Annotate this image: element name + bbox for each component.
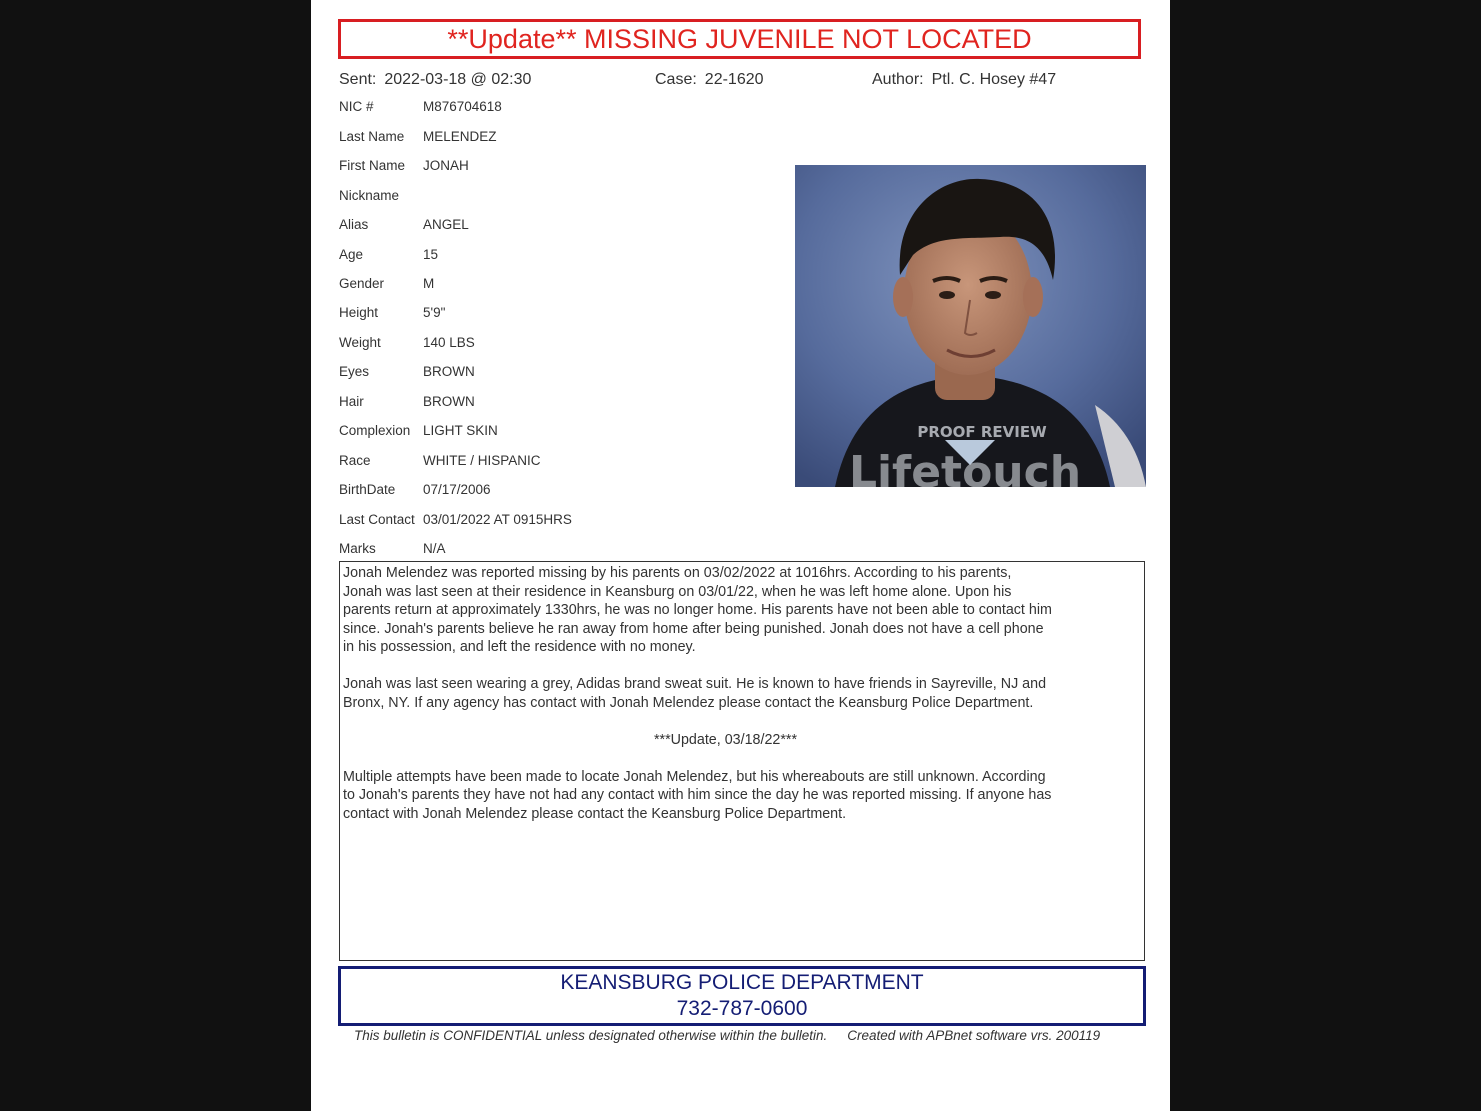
confidential-notice: This bulletin is CONFIDENTIAL unless designated otherwise within the bulletin. <box>354 1028 828 1043</box>
field-value: WHITE / HISPANIC <box>423 453 541 468</box>
department-phone: 732-787-0600 <box>676 997 808 1020</box>
field-height <box>339 303 445 323</box>
sent-value: 2022-03-18 @ 02:30 <box>384 71 532 88</box>
bulletin-headline: **Update** MISSING JUVENILE NOT LOCATED <box>338 19 1141 59</box>
field-value: 03/01/2022 AT 0915HRS <box>423 512 572 527</box>
field-marks <box>339 539 446 559</box>
field-eyes <box>339 362 475 382</box>
narrative-line: Jonah Melendez was reported missing by his parents on 03/02/2022 at 1016hrs. According to his parents, <box>343 565 1012 581</box>
field-label: Hair <box>339 394 364 409</box>
field-label: Alias <box>339 217 369 232</box>
field-label: Race <box>339 453 371 468</box>
case-value: 22-1620 <box>704 71 764 88</box>
narrative-line: in his possession, and left the residence with no money. <box>343 639 696 655</box>
field-label: Height <box>339 305 379 320</box>
subject-photo <box>795 165 1146 487</box>
field-hair <box>339 392 475 412</box>
field-label: Weight <box>339 335 381 350</box>
field-gender <box>339 274 434 294</box>
field-value: 5'9" <box>423 305 446 320</box>
update-heading: ***Update, 03/18/22*** <box>653 731 798 748</box>
department-box <box>338 966 1146 1026</box>
field-weight <box>339 333 475 353</box>
narrative-line: Bronx, NY. If any agency has contact with Jonah Melendez please contact the Keansburg Police Department. <box>343 694 1034 711</box>
narrative-line: Multiple attempts have been made to locate Jonah Melendez, but his whereabouts are still unknown. According <box>343 768 1046 785</box>
field-label: First Name <box>339 158 406 173</box>
field-birthdate <box>339 480 491 500</box>
field-race <box>339 451 541 471</box>
field-value: M876704618 <box>423 99 502 114</box>
sent-info <box>339 71 531 89</box>
field-label: Last Contact <box>339 512 415 527</box>
field-last-contact <box>339 510 572 530</box>
field-alias <box>339 215 469 235</box>
field-label: NIC # <box>339 99 374 114</box>
department-name: KEANSBURG POLICE DEPARTMENT <box>560 971 924 994</box>
field-label: Gender <box>339 276 385 291</box>
field-value: MELENDEZ <box>423 129 497 144</box>
field-label: Complexion <box>339 423 411 438</box>
field-value: M <box>423 276 435 291</box>
author-label: Author: <box>872 71 924 88</box>
field-label: BirthDate <box>339 482 396 497</box>
field-value: 15 <box>423 247 439 262</box>
field-complexion <box>339 421 498 441</box>
left-eye <box>939 291 955 299</box>
field-value: JONAH <box>423 158 469 173</box>
narrative-line: contact with Jonah Melendez please contact the Keansburg Police Department. <box>343 805 847 822</box>
field-label: Marks <box>339 541 376 556</box>
bulletin-footer <box>354 1028 1100 1043</box>
right-ear <box>1023 277 1043 317</box>
field-label: Eyes <box>339 364 370 379</box>
field-value: LIGHT SKIN <box>423 423 498 438</box>
narrative-line: to Jonah's parents they have not had any contact with him since the day he was reported missing. If anyone has <box>343 787 1052 803</box>
field-label: Last Name <box>339 129 405 144</box>
field-label: Nickname <box>339 188 400 203</box>
narrative-line: Jonah was last seen wearing a grey, Adidas brand sweat suit. He is known to have friends in Sayreville, NJ and <box>343 676 1047 692</box>
left-ear <box>893 277 913 317</box>
narrative-line: parents return at approximately 1330hrs, he was no longer home. His parents have not been able to contact him <box>343 602 1052 618</box>
narrative-line: Jonah was last seen at their residence in Keansburg on 03/01/22, when he was left home alone. Upon his <box>343 583 1012 600</box>
field-age <box>339 245 438 265</box>
field-value: 07/17/2006 <box>423 482 491 497</box>
case-label: Case: <box>655 71 697 88</box>
field-value: 140 LBS <box>423 335 475 350</box>
field-value: ANGEL <box>423 217 469 232</box>
bulletin-page <box>311 0 1170 1111</box>
field-last-name <box>339 127 497 147</box>
field-value: BROWN <box>423 394 475 409</box>
proof-review-watermark: PROOF REVIEW <box>917 423 1047 441</box>
field-value: BROWN <box>423 364 475 379</box>
field-nic <box>339 97 502 117</box>
right-eye <box>985 291 1001 299</box>
narrative-line: since. Jonah's parents believe he ran away from home after being punished. Jonah does not have a cell phone <box>343 620 1044 637</box>
author-info <box>872 71 1056 89</box>
field-nickname <box>339 186 423 206</box>
field-first-name <box>339 156 469 176</box>
software-credit: Created with APBnet software vrs. 200119 <box>847 1028 1101 1043</box>
sent-label: Sent: <box>339 71 377 88</box>
field-value: N/A <box>423 541 446 556</box>
case-info <box>655 71 764 89</box>
portrait-illustration <box>795 165 1146 487</box>
author-value: Ptl. C. Hosey #47 <box>931 71 1057 88</box>
field-label: Age <box>339 247 364 262</box>
lifetouch-watermark: Lifetouch <box>848 447 1082 487</box>
narrative-box <box>339 561 1145 961</box>
